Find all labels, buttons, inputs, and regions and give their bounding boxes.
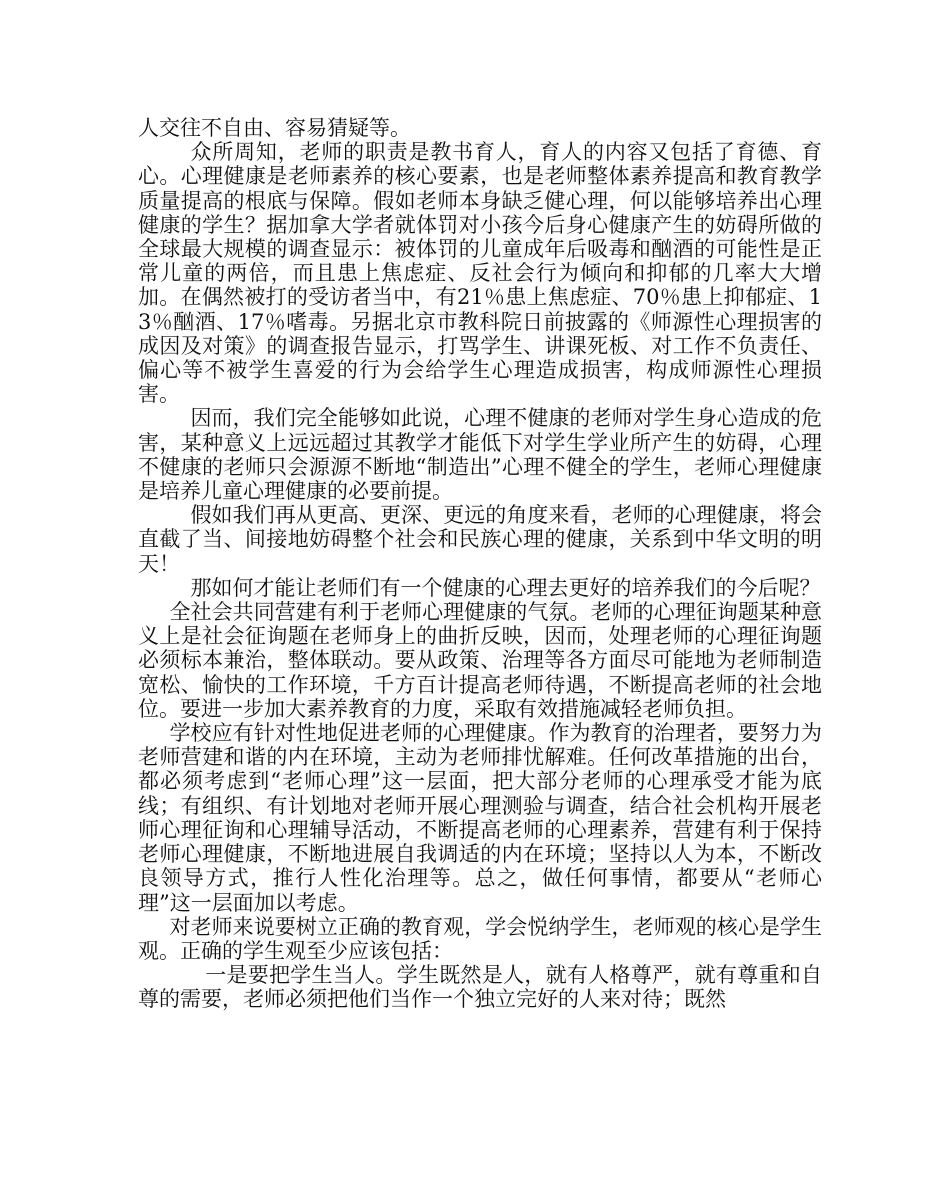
- paragraph-7: 学校应有针对性地促进老师的心理健康。作为教育的治理者，要努力为老师营建和谐的内在环境，主动为老师排忧解难。任何改革措施的出台，都必须考虑到“老师心理”这一层面，把大部分老师的心理承受才能为底线；有组织、有计划地对老师开展心理测验与调查，结合社会机构开展老师心理征询和心理辅导活动，不断提高老师的心理素养，营建有利于保持老师心理健康，不断地进展自我调适的内在环境；坚持以人为本，不断改良领导方式，推行人性化治理等。总之，做任何事情，都要从“老师心理”这一层面加以考虑。: [138, 721, 822, 915]
- paragraph-2: 众所周知，老师的职责是教书育人，育人的内容又包括了育德、育心。心理健康是老师素养的核心要素，也是老师整体素养提高和教育教学质量提高的根底与保障。假如老师本身缺乏健心理，何以能够培养出心理健康的学生？据加拿大学者就体罚对小孩今后身心健康产生的妨碍所做的全球最大规模的调查显示：被体罚的儿童成年后吸毒和酗酒的可能性是正常儿童的两倍，而且患上焦虑症、反社会行为倾向和抑郁的几率大大增加。在偶然被打的受访者当中，有21％患上焦虑症、70％患上抑郁症、13％酗酒、17％嗜毒。另据北京市教科院日前披露的《师源性心理损害的成因及对策》的调查报告显示，打骂学生、讲课死板、对工作不负责任、偏心等不被学生喜爱的行为会给学生心理造成损害，构成师源性心理损害。: [138, 140, 822, 407]
- paragraph-4: 假如我们再从更高、更深、更远的角度来看，老师的心理健康，将会直截了当、间接地妨碍整个社会和民族心理的健康，关系到中华文明的明天！: [138, 503, 822, 576]
- document-page: [138, 116, 822, 1012]
- paragraph-9: 一是要把学生当人。学生既然是人，就有人格尊严，就有尊重和自尊的需要，老师必须把他们当作一个独立完好的人来对待；既然: [138, 963, 822, 1012]
- paragraph-5: 那如何才能让老师们有一个健康的心理去更好的培养我们的今后呢？: [190, 575, 821, 600]
- paragraph-8: 对老师来说要树立正确的教育观，学会悦纳学生，老师观的核心是学生观。正确的学生观至少应该包括：: [138, 914, 822, 963]
- paragraph-6: 全社会共同营建有利于老师心理健康的气氛。老师的心理征询题某种意义上是社会征询题在老师身上的曲折反映，因而，处理老师的心理征询题必须标本兼治，整体联动。要从政策、治理等各方面尽可能地为老师制造宽松、愉快的工作环境，千方百计提高老师待遇，不断提高老师的社会地位。要进一步加大素养教育的力度，采取有效措施减轻老师负担。: [138, 600, 822, 721]
- paragraph-3: 因而，我们完全能够如此说，心理不健康的老师对学生身心造成的危害，某种意义上远远超过其教学才能低下对学生学业所产生的妨碍，心理不健康的老师只会源源不断地“制造出”心理不健全的学生，老师心理健康是培养儿童心理健康的必要前提。: [138, 406, 822, 504]
- paragraph-1: 人交往不自由、容易猜疑等。: [138, 116, 411, 140]
